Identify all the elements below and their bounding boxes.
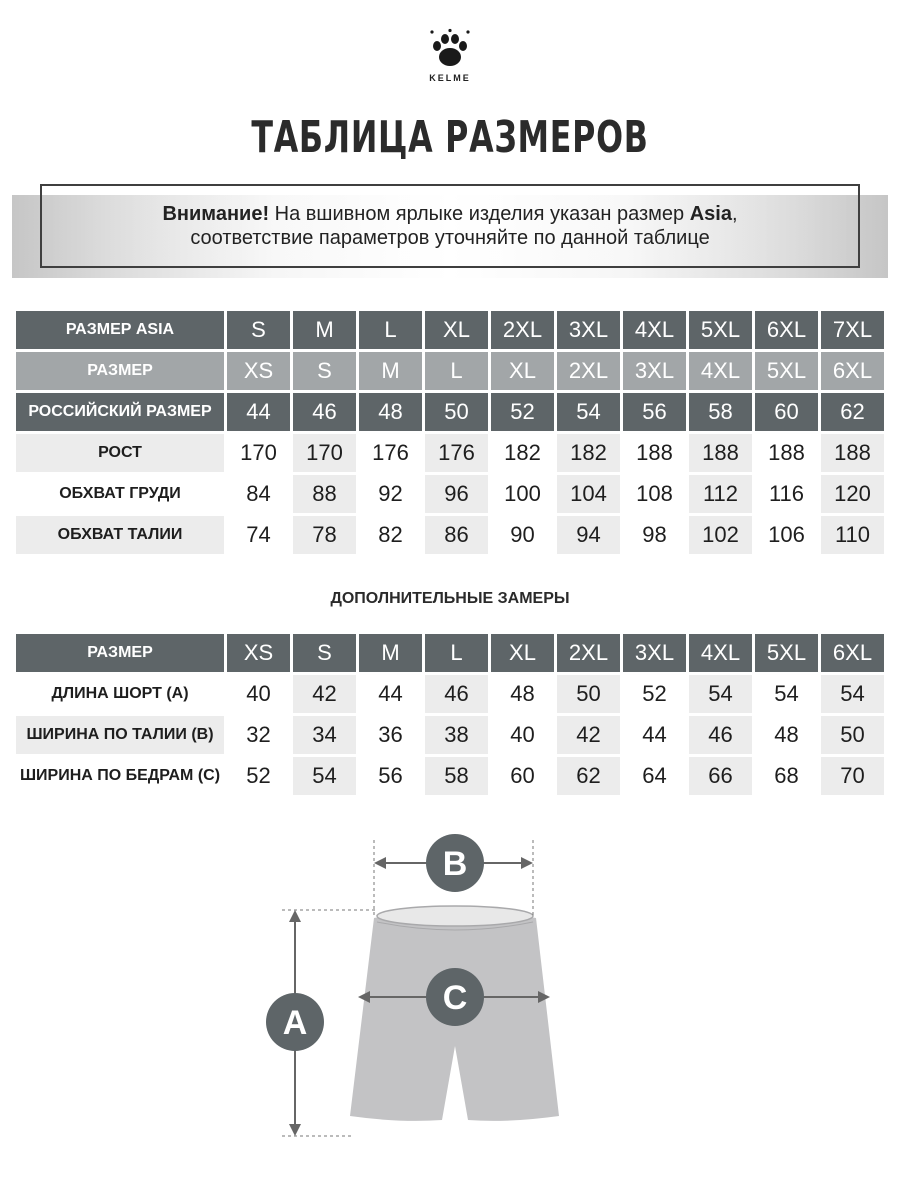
notice-size-system: Asia bbox=[689, 203, 732, 225]
size-table-cell: 44 bbox=[227, 393, 290, 431]
size-table-cell: XS bbox=[227, 352, 290, 390]
size-table-cell: 104 bbox=[557, 475, 620, 513]
marker-a-label: A bbox=[282, 1004, 308, 1042]
size-table-row bbox=[16, 352, 884, 390]
notice-box bbox=[40, 184, 860, 268]
size-table-cell: 56 bbox=[623, 393, 686, 431]
extra-table-row bbox=[16, 675, 884, 713]
extra-measures-heading: ДОПОЛНИТЕЛЬНЫЕ ЗАМЕРЫ bbox=[330, 590, 570, 607]
extra-table-cell: 48 bbox=[491, 675, 554, 713]
size-table-cell: 5XL bbox=[689, 311, 752, 349]
size-table-row bbox=[16, 516, 884, 554]
extra-table-row-label: ШИРИНА ПО БЕДРАМ (С) bbox=[16, 757, 224, 795]
extra-table-cell: 58 bbox=[425, 757, 488, 795]
extra-table-cell: 48 bbox=[755, 716, 818, 754]
extra-table-row-label: ДЛИНА ШОРТ (А) bbox=[16, 675, 224, 713]
extra-table-cell: 2XL bbox=[557, 634, 620, 672]
size-table-row-label: РОСТ bbox=[16, 434, 224, 472]
size-table-cell: 84 bbox=[227, 475, 290, 513]
size-table-cell: 5XL bbox=[755, 352, 818, 390]
size-table-cell: 3XL bbox=[623, 352, 686, 390]
extra-table-cell: 40 bbox=[227, 675, 290, 713]
size-table-row-label: РАЗМЕР ASIA bbox=[16, 311, 224, 349]
extra-table-row-label: РАЗМЕР bbox=[16, 634, 224, 672]
size-table-cell: M bbox=[359, 352, 422, 390]
size-table-cell: 176 bbox=[425, 434, 488, 472]
size-table-cell: M bbox=[293, 311, 356, 349]
brand-logo bbox=[0, 28, 900, 83]
size-table-row-label: ОБХВАТ ТАЛИИ bbox=[16, 516, 224, 554]
extra-table-cell: 52 bbox=[227, 757, 290, 795]
size-table-row-label: РАЗМЕР bbox=[16, 352, 224, 390]
notice-attention: Внимание! bbox=[162, 203, 270, 225]
size-table-cell: 98 bbox=[623, 516, 686, 554]
extra-table-cell: 68 bbox=[755, 757, 818, 795]
extra-table-cell: 40 bbox=[491, 716, 554, 754]
size-table-cell: 86 bbox=[425, 516, 488, 554]
size-table-cell: 4XL bbox=[623, 311, 686, 349]
extra-table-cell: 32 bbox=[227, 716, 290, 754]
size-table-cell: S bbox=[293, 352, 356, 390]
extra-table-cell: 42 bbox=[557, 716, 620, 754]
extra-table-cell: 60 bbox=[491, 757, 554, 795]
size-table-cell: 188 bbox=[623, 434, 686, 472]
size-table-cell: 88 bbox=[293, 475, 356, 513]
extra-table-row bbox=[16, 716, 884, 754]
extra-table-cell: 46 bbox=[425, 675, 488, 713]
size-table-cell: 58 bbox=[689, 393, 752, 431]
size-table-cell: 74 bbox=[227, 516, 290, 554]
size-table-cell: 50 bbox=[425, 393, 488, 431]
size-table-cell: 90 bbox=[491, 516, 554, 554]
extra-table-row-label: ШИРИНА ПО ТАЛИИ (В) bbox=[16, 716, 224, 754]
size-table-cell: 62 bbox=[821, 393, 884, 431]
size-table-cell: 46 bbox=[293, 393, 356, 431]
extra-table-cell: 50 bbox=[821, 716, 884, 754]
shorts-waistband bbox=[377, 906, 533, 926]
size-table-cell: 6XL bbox=[821, 352, 884, 390]
extra-table-cell: 54 bbox=[821, 675, 884, 713]
size-table-cell: XL bbox=[491, 352, 554, 390]
extra-table-cell: L bbox=[425, 634, 488, 672]
extra-table-cell: 54 bbox=[293, 757, 356, 795]
size-table-cell: 108 bbox=[623, 475, 686, 513]
size-table-cell: 188 bbox=[821, 434, 884, 472]
extra-table-cell: 44 bbox=[623, 716, 686, 754]
extra-measures-table bbox=[16, 634, 884, 798]
extra-table-cell: 3XL bbox=[623, 634, 686, 672]
page-title: ТАБЛИЦА РАЗМЕРОВ bbox=[251, 112, 649, 163]
extra-table-cell: 54 bbox=[689, 675, 752, 713]
size-table-cell: 176 bbox=[359, 434, 422, 472]
size-table-cell: S bbox=[227, 311, 290, 349]
notice-text: На вшивном ярлыке изделия указан размер bbox=[269, 203, 690, 225]
extra-table-cell: 44 bbox=[359, 675, 422, 713]
size-table-row bbox=[16, 434, 884, 472]
size-table-row-label: ОБХВАТ ГРУДИ bbox=[16, 475, 224, 513]
size-table-cell: 2XL bbox=[557, 352, 620, 390]
size-table-cell: 2XL bbox=[491, 311, 554, 349]
size-table-cell: 96 bbox=[425, 475, 488, 513]
extra-table-cell: XL bbox=[491, 634, 554, 672]
size-table-cell: 116 bbox=[755, 475, 818, 513]
size-table-cell: L bbox=[425, 352, 488, 390]
marker-c-label: C bbox=[442, 979, 468, 1017]
extra-table-cell: 4XL bbox=[689, 634, 752, 672]
size-table-cell: XL bbox=[425, 311, 488, 349]
brand-name: KELME bbox=[429, 73, 471, 83]
size-table-cell: 48 bbox=[359, 393, 422, 431]
extra-table-cell: 64 bbox=[623, 757, 686, 795]
extra-table-cell: 52 bbox=[623, 675, 686, 713]
size-table-cell: 170 bbox=[293, 434, 356, 472]
shorts-diagram bbox=[0, 820, 900, 1160]
size-table-cell: 7XL bbox=[821, 311, 884, 349]
size-table-cell: 54 bbox=[557, 393, 620, 431]
size-table bbox=[16, 311, 884, 557]
extra-table-cell: 5XL bbox=[755, 634, 818, 672]
extra-table-cell: 46 bbox=[689, 716, 752, 754]
size-table-cell: 4XL bbox=[689, 352, 752, 390]
size-table-cell: 170 bbox=[227, 434, 290, 472]
size-table-cell: 110 bbox=[821, 516, 884, 554]
extra-table-cell: 66 bbox=[689, 757, 752, 795]
extra-table-row bbox=[16, 757, 884, 795]
notice-line-2: соответствие параметров уточняйте по данной таблице bbox=[190, 227, 710, 249]
marker-b-label: B bbox=[442, 845, 468, 883]
size-table-cell: 92 bbox=[359, 475, 422, 513]
size-table-cell: 182 bbox=[557, 434, 620, 472]
size-table-row bbox=[16, 311, 884, 349]
extra-table-cell: XS bbox=[227, 634, 290, 672]
size-table-cell: L bbox=[359, 311, 422, 349]
size-table-cell: 102 bbox=[689, 516, 752, 554]
size-table-row bbox=[16, 475, 884, 513]
extra-table-cell: S bbox=[293, 634, 356, 672]
size-table-cell: 3XL bbox=[557, 311, 620, 349]
extra-table-cell: 62 bbox=[557, 757, 620, 795]
size-table-cell: 6XL bbox=[755, 311, 818, 349]
extra-table-cell: 42 bbox=[293, 675, 356, 713]
extra-table-cell: 36 bbox=[359, 716, 422, 754]
size-table-cell: 100 bbox=[491, 475, 554, 513]
notice-line-1 bbox=[162, 202, 737, 226]
extra-table-cell: 56 bbox=[359, 757, 422, 795]
extra-table-cell: 70 bbox=[821, 757, 884, 795]
size-table-cell: 52 bbox=[491, 393, 554, 431]
extra-table-cell: 34 bbox=[293, 716, 356, 754]
size-table-cell: 82 bbox=[359, 516, 422, 554]
extra-table-cell: 38 bbox=[425, 716, 488, 754]
size-table-cell: 112 bbox=[689, 475, 752, 513]
size-table-cell: 188 bbox=[689, 434, 752, 472]
size-table-cell: 120 bbox=[821, 475, 884, 513]
size-table-cell: 78 bbox=[293, 516, 356, 554]
size-table-row-label: РОССИЙСКИЙ РАЗМЕР bbox=[16, 393, 224, 431]
extra-table-cell: M bbox=[359, 634, 422, 672]
size-table-cell: 182 bbox=[491, 434, 554, 472]
notice-comma: , bbox=[731, 203, 738, 225]
size-table-row bbox=[16, 393, 884, 431]
extra-table-cell: 50 bbox=[557, 675, 620, 713]
extra-table-row bbox=[16, 634, 884, 672]
size-table-cell: 106 bbox=[755, 516, 818, 554]
size-table-cell: 188 bbox=[755, 434, 818, 472]
extra-table-cell: 54 bbox=[755, 675, 818, 713]
size-table-cell: 94 bbox=[557, 516, 620, 554]
size-table-cell: 60 bbox=[755, 393, 818, 431]
extra-table-cell: 6XL bbox=[821, 634, 884, 672]
paw-icon bbox=[428, 28, 472, 70]
